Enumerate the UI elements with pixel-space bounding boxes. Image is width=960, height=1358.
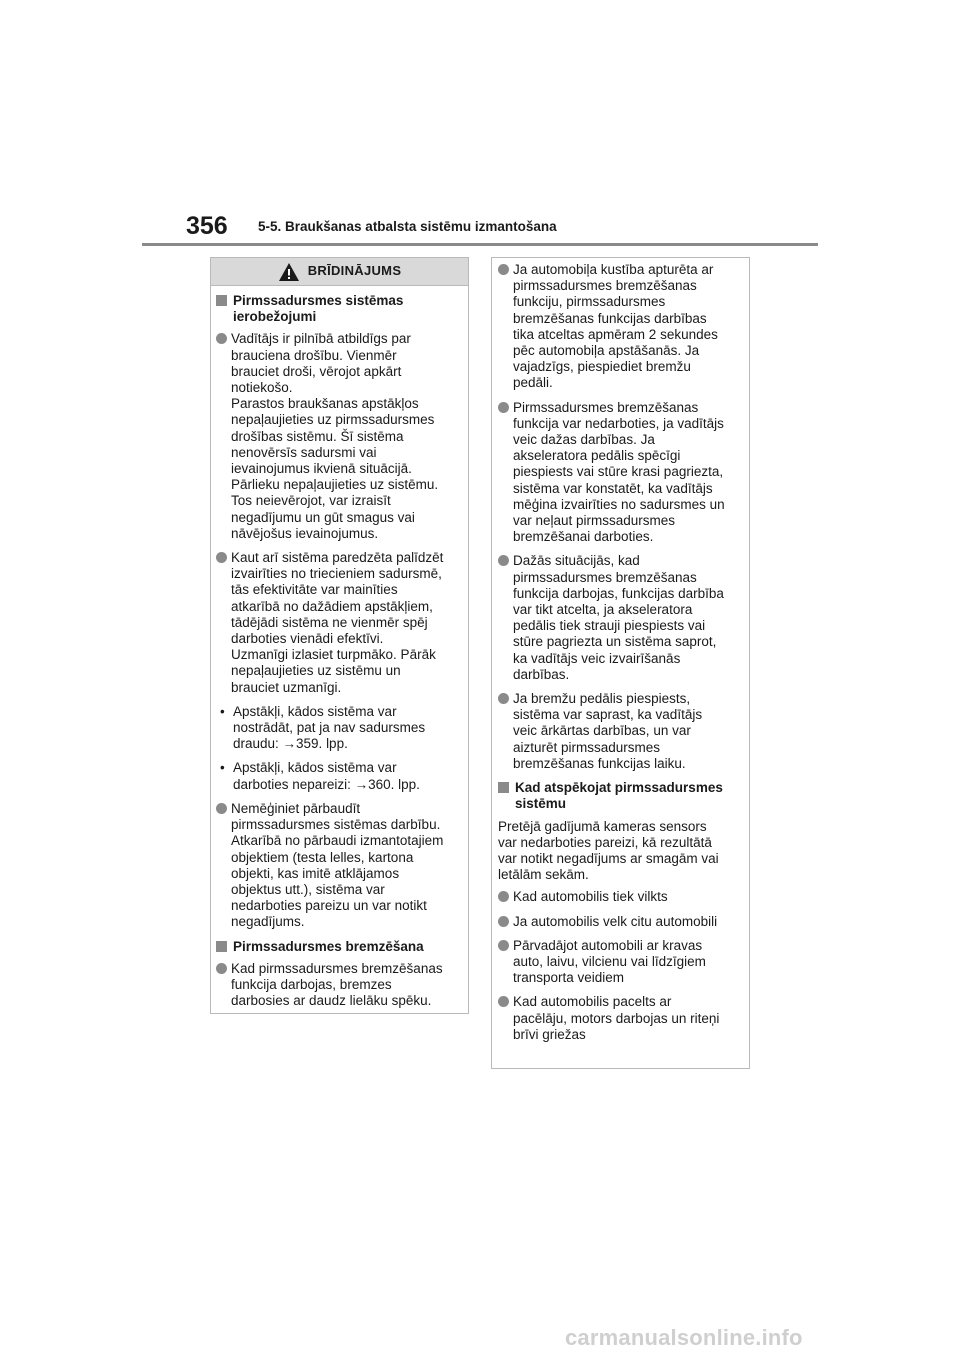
list-item [498,691,741,772]
circle-bullet-icon [216,552,227,563]
list-item [498,400,741,546]
circle-bullet-icon [498,402,509,413]
bullet-text: Vadītājs ir pilnībā atbildīgs par brauciena drošību. Vienmēr brauciet droši, vērojot apkārt notiekošo. Parastos braukšanas apstākļos nepaļaujieties uz pirmssadursmes drošības sistēmu. Šī sistēma nenovērsīs sadursmi vai ievainojumus ikvienā situācijā. Pārlieku nepaļaujieties uz sistēmu. Tos neievērojot, var izraisīt negadījumu un gūt smagus vai nāvējošus ievainojumus. [231,331,439,541]
sub-list-item [220,704,460,753]
warning-header [211,258,468,286]
list-item [216,801,460,931]
bullet-text: Ja automobiļa kustība apturēta ar pirmssadursmes bremzēšanas funkciju, pirmssadursmes bremzēšanas funkcijas darbības tika atceltas apmēram 2 sekundes pēc automobiļa apstāšanās. Ja vajadzīgs, piespiediet bremžu pedāli. [513,262,718,391]
bullet-text: Pārvadājot automobili ar kravas auto, laivu, vilcienu vai līdzīgiem transporta veidiem [513,937,706,986]
list-item [498,938,741,987]
list-item [216,961,460,1010]
warning-label: BRĪDINĀJUMS [307,263,402,279]
watermark: carmanualsonline.info [565,1325,803,1350]
warning-triangle-icon [278,262,300,282]
square-bullet-icon [498,782,509,793]
list-item [498,262,741,392]
heading-text: Pirmssadursmes sistēmas ierobežojumi [233,293,404,325]
warning-box [210,257,469,1014]
bullet-text: Pirmssadursmes bremzēšanas funkcija var nedarboties, ja vadītājs veic dažas darbības. Ja akseleratora pedālis spēcīgi piespiests vai stūre krasi pagriezta, sistēma var konstatēt, ka vadītājs mēģina izvairīties no sadursmes un var neļaut pirmssadursmes bremzēšanai darboties. [513,399,725,545]
header-rule [142,243,818,246]
circle-bullet-icon [498,891,509,902]
heading-text: Kad atspēkojat pirmssadursmes sistēmu [515,780,723,812]
bullet-text: Kad automobilis pacelts ar pacēlāju, motors darbojas un riteņi brīvi griežas [513,994,720,1042]
bullet-text: Kaut arī sistēma paredzēta palīdzēt izvairīties no triecieniem sadursmē, tās efektivitāte var mainīties atkarībā no dažādiem apstākļiem, tādējādi sistēma ne vienmēr spēj darboties vienādi efektīvi. Uzmanīgi izlasiet turpmāko. Pārāk nepaļaujieties uz sistēmu un brauciet uzmanīgi. [231,550,444,695]
heading-text: Pirmssadursmes bremzēšana [233,938,424,954]
bullet-text: Dažās situācijās, kad pirmssadursmes bremzēšanas funkcija darbojas, funkcijas darbība var tikt atcelta, ja akseleratora pedālis tiek strauji piespiests vai stūre pagriezta un sistēma saprot, ka vadītājs veic izvairīšanās darbības. [513,553,724,682]
section-heading [216,293,460,325]
paragraph: Pretējā gadījumā kameras sensors var nedarboties pareizi, kā rezultātā var notikt negadījums ar smagām vai letālām sekām. [498,818,719,883]
sub-bullet-mark: • [220,703,225,719]
warning-body [211,286,468,1009]
circle-bullet-icon [498,996,509,1007]
list-item [498,889,741,905]
circle-bullet-icon [216,963,227,974]
sub-bullet-text: Apstākļi, kādos sistēma var nostrādāt, pat ja nav sadursmes draudu: →359. lpp. [233,703,426,752]
bullet-text: Kad automobilis tiek vilkts [513,889,668,905]
circle-bullet-icon [498,555,509,566]
circle-bullet-icon [498,264,509,275]
circle-bullet-icon [498,940,509,951]
page-number: 356 [186,212,228,240]
sub-bullet-text: Apstākļi, kādos sistēma var darboties nepareizi: →360. lpp. [233,760,420,792]
section-title: 5-5. Braukšanas atbalsta sistēmu izmantošana [258,219,557,234]
circle-bullet-icon [216,803,227,814]
continuation-box [491,257,750,1069]
circle-bullet-icon [216,333,227,344]
list-item [498,914,741,930]
circle-bullet-icon [498,693,509,704]
bullet-text: Nemēģiniet pārbaudīt pirmssadursmes sistēmas darbību. Atkarībā no pārbaudi izmantotajiem objektiem (testa lelles, kartona objekti, kas imitē atklājamos objektus utt.), sistēma var nedarboties pareizu un var notikt negadījums. [231,800,444,930]
bullet-text: Ja bremžu pedālis piespiests, sistēma var saprast, ka vadītājs veic ārkārtas darbības, un var aizturēt pirmssadursmes bremzēšanas funkcijas laiku. [513,691,703,771]
list-item [216,331,460,542]
circle-bullet-icon [498,916,509,927]
square-bullet-icon [216,295,227,306]
list-item [498,553,741,683]
list-item [216,550,460,696]
square-bullet-icon [216,941,227,952]
sub-list-item [220,760,460,792]
list-item [498,994,741,1043]
bullet-text: Ja automobilis velk citu automobili [513,913,718,929]
bullet-text: Kad pirmssadursmes bremzēšanas funkcija darbojas, bremzes darbosies ar daudz lielāku spēku. [231,960,443,1009]
sub-bullet-mark: • [220,760,225,776]
section-heading [498,780,741,812]
section-heading [216,939,460,955]
